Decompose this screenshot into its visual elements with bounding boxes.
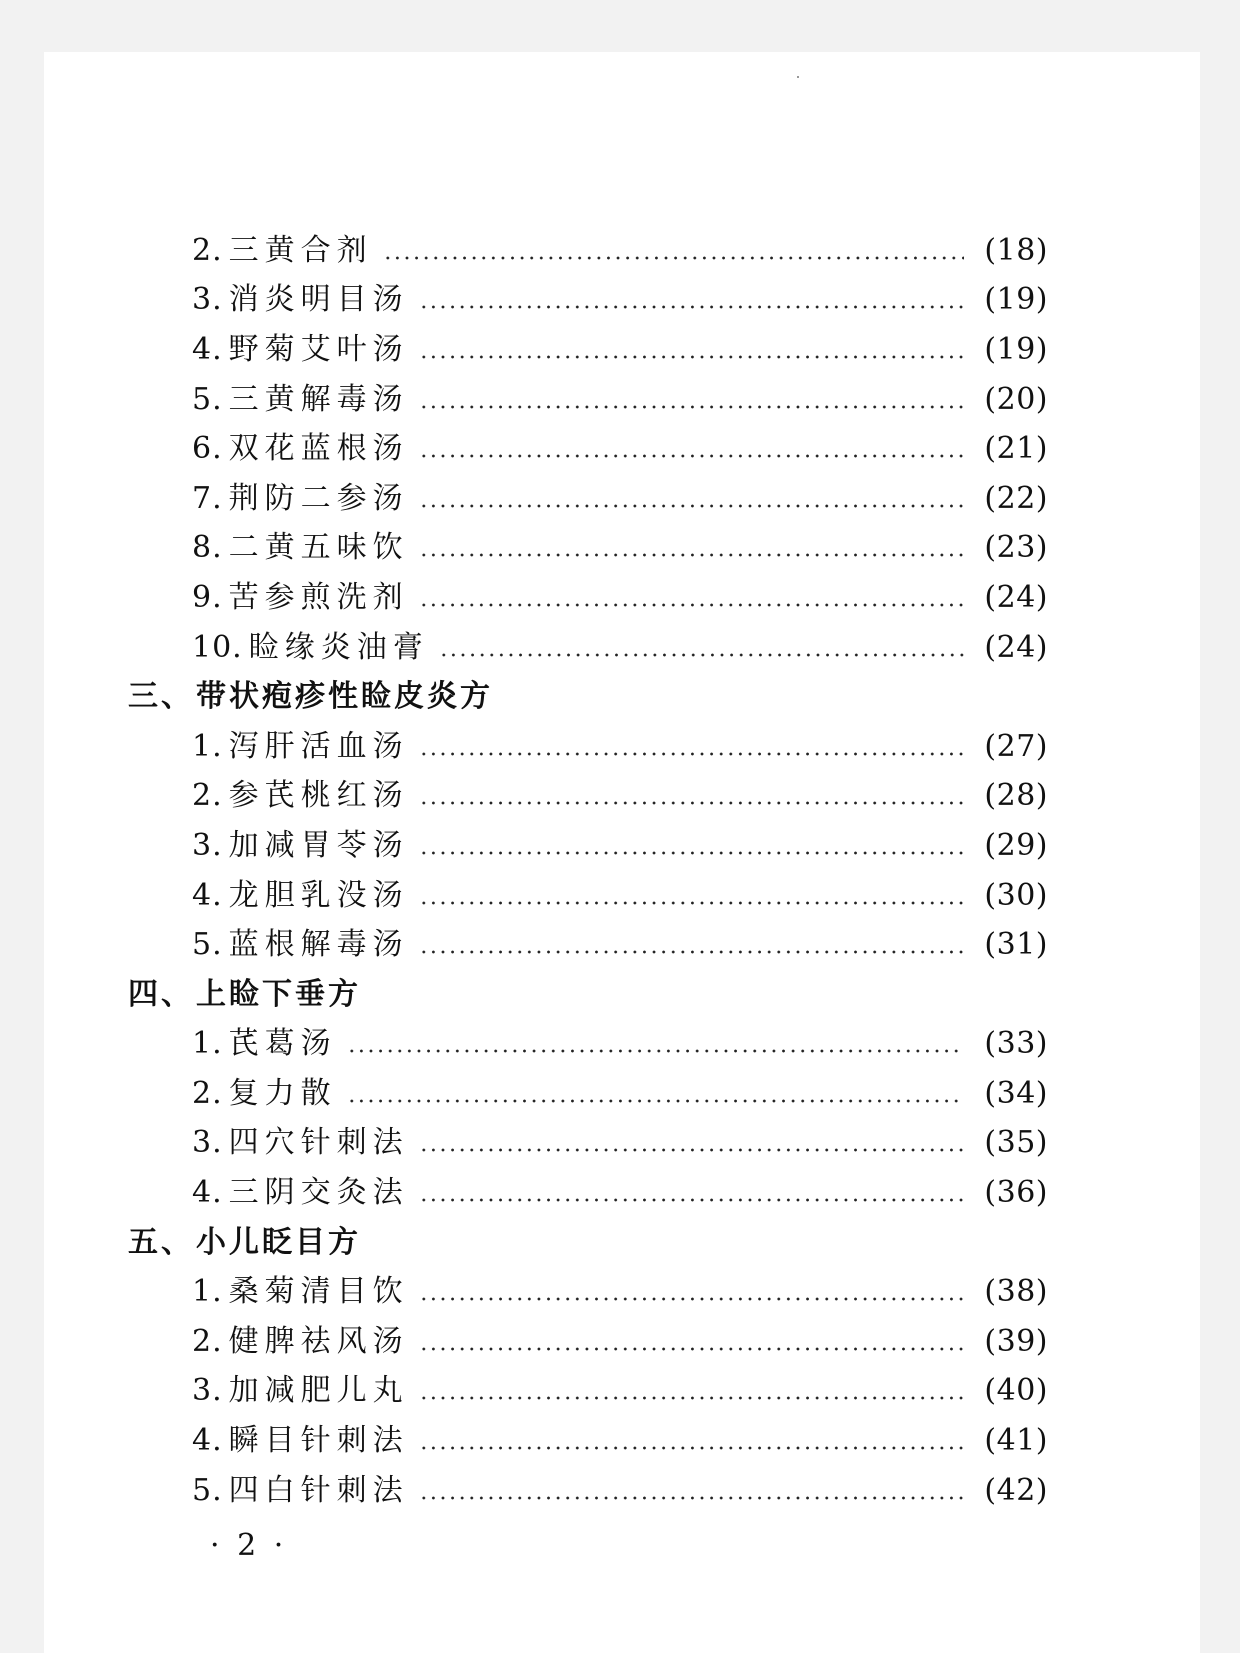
toc-entry — [128, 474, 1048, 524]
toc-entry — [128, 1069, 1048, 1119]
entry-page-number: (18) — [984, 232, 1048, 268]
toc-entry — [128, 722, 1048, 772]
entry-page-number: (35) — [984, 1125, 1048, 1161]
entry-title: 瞬目针刺法 — [228, 1423, 409, 1459]
toc-entry — [128, 1168, 1048, 1218]
dot-leader — [419, 434, 964, 464]
dot-leader — [419, 583, 964, 613]
entry-page-number: (42) — [984, 1472, 1048, 1508]
entry-number: 4. — [192, 1175, 223, 1211]
entry-number: 4. — [192, 877, 223, 913]
entry-page-number: (41) — [984, 1423, 1048, 1459]
dot-leader — [419, 1476, 964, 1506]
toc-entry — [128, 1416, 1048, 1466]
entry-page-number: (20) — [984, 381, 1048, 417]
entry-title: 双花蓝根汤 — [228, 431, 409, 467]
entry-title: 四穴针刺法 — [228, 1125, 409, 1161]
entry-title: 荆防二参汤 — [228, 480, 409, 516]
entry-title: 龙胆乳没汤 — [228, 877, 409, 913]
entry-page-number: (38) — [984, 1274, 1048, 1310]
toc-entry — [128, 1267, 1048, 1317]
toc-entry — [128, 772, 1048, 822]
entry-number: 1. — [192, 1274, 223, 1310]
entry-page-number: (31) — [984, 927, 1048, 963]
dot-leader — [419, 781, 964, 811]
toc-entry — [128, 325, 1048, 375]
dot-leader — [419, 1426, 964, 1456]
entry-page-number: (40) — [984, 1373, 1048, 1409]
dot-leader — [439, 633, 964, 663]
dot-leader — [419, 930, 964, 960]
toc-entry — [128, 524, 1048, 574]
entry-title: 三黄合剂 — [228, 232, 373, 268]
dot-leader — [419, 1128, 964, 1158]
entry-title: 消炎明目汤 — [228, 282, 409, 318]
toc-entry — [128, 375, 1048, 425]
toc-entry — [128, 1020, 1048, 1070]
entry-number: 5. — [192, 927, 223, 963]
entry-page-number: (34) — [984, 1075, 1048, 1111]
entry-title: 泻肝活血汤 — [228, 728, 409, 764]
dot-leader — [419, 732, 964, 762]
entry-page-number: (19) — [984, 331, 1048, 367]
entry-number: 9. — [192, 579, 223, 615]
entry-number: 7. — [192, 480, 223, 516]
toc-entry — [128, 1317, 1048, 1367]
entry-title: 苦参煎洗剂 — [228, 579, 409, 615]
entry-number: 2. — [192, 1075, 223, 1111]
dot-leader — [347, 1079, 964, 1109]
entry-title: 三阴交灸法 — [228, 1175, 409, 1211]
entry-number: 1. — [192, 728, 223, 764]
entry-number: 10. — [192, 629, 243, 665]
entry-number: 3. — [192, 1125, 223, 1161]
entry-page-number: (36) — [984, 1175, 1048, 1211]
toc-entry — [128, 226, 1048, 276]
section-title: 上睑下垂方 — [196, 976, 361, 1012]
table-of-contents — [128, 226, 1048, 1515]
entry-page-number: (29) — [984, 827, 1048, 863]
entry-page-number: (27) — [984, 728, 1048, 764]
entry-page-number: (24) — [984, 579, 1048, 615]
entry-number: 4. — [192, 1423, 223, 1459]
dot-leader — [419, 881, 964, 911]
section-number: 四、 — [128, 976, 194, 1012]
entry-title: 加减肥儿丸 — [228, 1373, 409, 1409]
entry-title: 复力散 — [228, 1075, 337, 1111]
dot-leader — [419, 533, 964, 563]
entry-title: 健脾祛风汤 — [228, 1323, 409, 1359]
entry-title: 野菊艾叶汤 — [228, 331, 409, 367]
toc-section-heading — [128, 970, 1048, 1020]
entry-page-number: (23) — [984, 530, 1048, 566]
entry-page-number: (28) — [984, 778, 1048, 814]
entry-number: 1. — [192, 1026, 223, 1062]
entry-title: 桑菊清目饮 — [228, 1274, 409, 1310]
toc-section-heading — [128, 672, 1048, 722]
entry-number: 2. — [192, 1323, 223, 1359]
toc-entry — [128, 920, 1048, 970]
toc-entry — [128, 871, 1048, 921]
entry-title: 加减胃苓汤 — [228, 827, 409, 863]
scan-speck — [797, 76, 799, 78]
dot-leader — [419, 484, 964, 514]
entry-title: 参芪桃红汤 — [228, 778, 409, 814]
entry-page-number: (21) — [984, 431, 1048, 467]
dot-leader — [419, 385, 964, 415]
dot-leader — [419, 1327, 964, 1357]
dot-leader — [419, 1376, 964, 1406]
section-number: 三、 — [128, 679, 194, 715]
toc-entry — [128, 821, 1048, 871]
toc-entry — [128, 573, 1048, 623]
dot-leader — [347, 1029, 964, 1059]
toc-entry — [128, 424, 1048, 474]
entry-number: 5. — [192, 381, 223, 417]
toc-entry — [128, 1367, 1048, 1417]
entry-page-number: (19) — [984, 282, 1048, 318]
page-number: · 2 · — [210, 1528, 288, 1563]
entry-page-number: (30) — [984, 877, 1048, 913]
dot-leader — [419, 1178, 964, 1208]
section-title: 带状疱疹性睑皮炎方 — [196, 679, 493, 715]
toc-entry — [128, 276, 1048, 326]
section-title: 小儿眨目方 — [196, 1224, 361, 1260]
entry-number: 8. — [192, 530, 223, 566]
entry-page-number: (39) — [984, 1323, 1048, 1359]
entry-number: 3. — [192, 827, 223, 863]
entry-title: 三黄解毒汤 — [228, 381, 409, 417]
dot-leader — [419, 831, 964, 861]
section-number: 五、 — [128, 1224, 194, 1260]
toc-section-heading — [128, 1218, 1048, 1268]
dot-leader — [419, 285, 964, 315]
dot-leader — [383, 236, 964, 266]
toc-entry — [128, 1466, 1048, 1516]
entry-title: 蓝根解毒汤 — [228, 927, 409, 963]
entry-title: 二黄五味饮 — [228, 530, 409, 566]
entry-number: 3. — [192, 1373, 223, 1409]
toc-entry — [128, 1119, 1048, 1169]
entry-page-number: (22) — [984, 480, 1048, 516]
entry-page-number: (24) — [984, 629, 1048, 665]
entry-title: 四白针刺法 — [228, 1472, 409, 1508]
entry-title: 睑缘炎油膏 — [248, 629, 429, 665]
entry-number: 3. — [192, 282, 223, 318]
entry-number: 2. — [192, 778, 223, 814]
dot-leader — [419, 335, 964, 365]
entry-title: 芪葛汤 — [228, 1026, 337, 1062]
entry-number: 2. — [192, 232, 223, 268]
entry-number: 4. — [192, 331, 223, 367]
dot-leader — [419, 1277, 964, 1307]
toc-entry — [128, 623, 1048, 673]
entry-number: 5. — [192, 1472, 223, 1508]
entry-page-number: (33) — [984, 1026, 1048, 1062]
entry-number: 6. — [192, 431, 223, 467]
